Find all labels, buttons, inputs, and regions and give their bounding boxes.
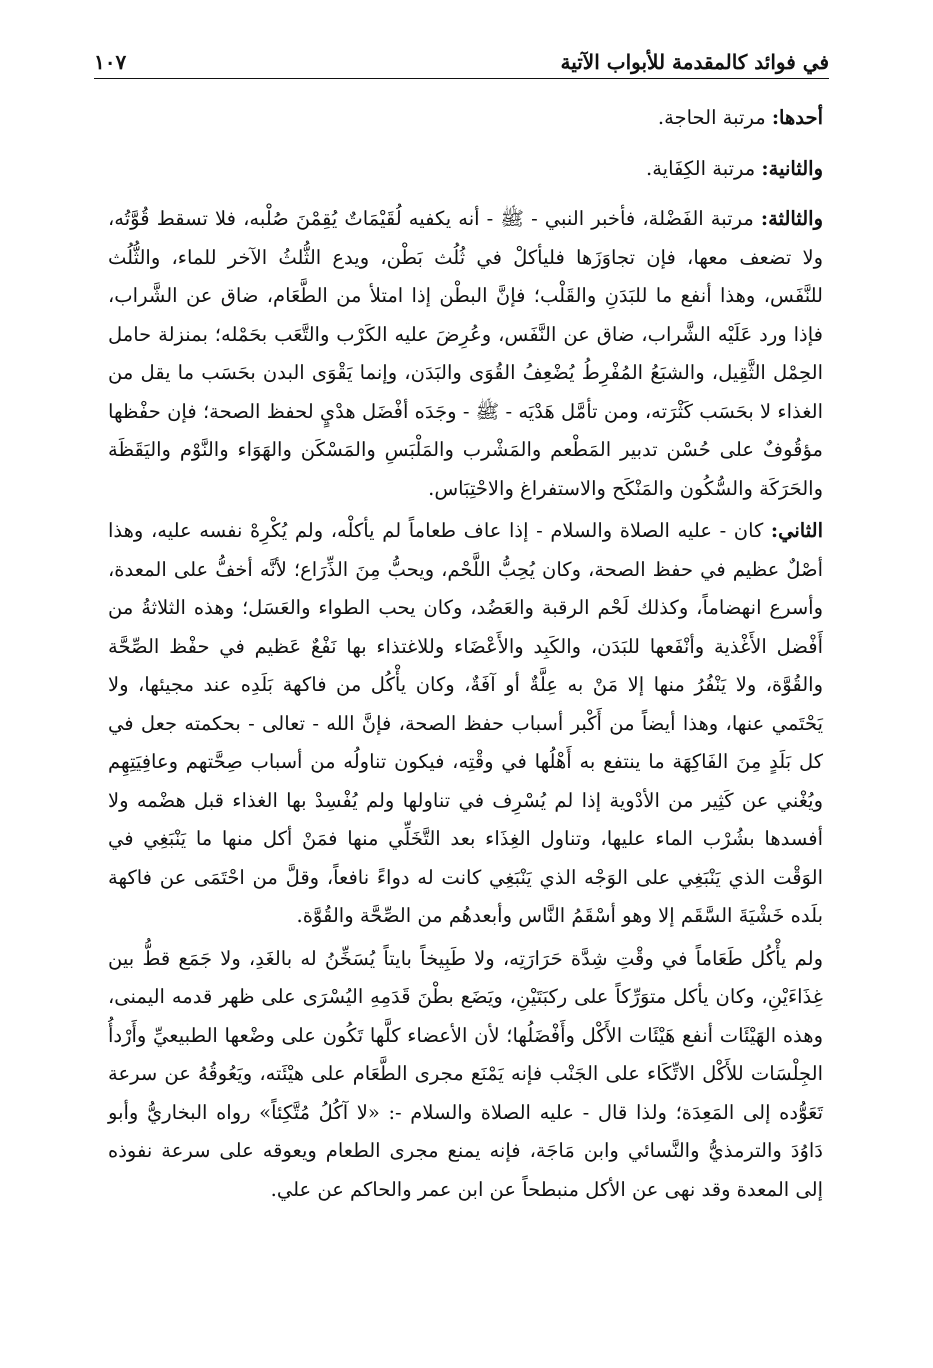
page-number: ١٠٧ (94, 50, 127, 74)
paragraph-3-lead: والثالثة: (760, 207, 823, 230)
paragraph-2-lead: والثانية: (761, 156, 823, 180)
paragraph-1 (108, 99, 823, 138)
paragraph-4 (108, 512, 823, 936)
chapter-title: في فوائد كالمقدمة للأبواب الآتية (560, 50, 829, 74)
paragraph-3 (108, 200, 823, 508)
paragraph-3-text: مرتبة الفَضْلة، فأخبر النبي - ﷺ - أنه يكفيه لُقَيْمَاتٌ يُقِمْنَ صُلْبه، فلا تسقط قُوَّتُه، ولا تضعف معها، فإن تجاوَزَها فليأكلْ في ثُلُث بَطْن، ويدع الثُّلثُ الآخر للماء، والثُّلُث للنَّفَس، وهذا أنفع ما للبَدَنِ والقَلْب؛ فإنَّ البطْن إذا امتلأ من الطَّعَام، ضاق عن الشَّراب، فإذا ورد عَلَيْه الشَّراب، ضاق عن النَّفَس، وعُرِضَ عليه الكَرْب والتَّعَب بحَمْله؛ بمنزلة حامل الحِمْل الثَّقِيل، والشبَعُ المُفْرِطُ يُضْعِفُ القُوَى والبَدَن، وإنما يَقْوَى البدن بحَسَب ما يقل من الغذاء لا بحَسَب كَثْرَته، ومن تأمَّل هَدْيَه - ﷺ - وجَدَه أفْضَل هدْيٍ لحفظ الصحة؛ فإن حفْظها مؤقُوفٌ على حُسْن تدبير المَطْعم والمَشْرب والمَلْبَسِ والمَسْكَن والهَوَاء والنَّوْم واليَقَظَة والحَرَكَة والسُّكُون والمَنْكَح والاستفراغ والاحْتِبَاس. (108, 207, 823, 500)
paragraph-1-lead: أحدها: (771, 106, 823, 129)
paragraph-2 (108, 150, 823, 189)
paragraph-5 (108, 940, 823, 1210)
paragraph-2-text: مرتبة الكِفَاية. (646, 156, 762, 180)
paragraph-1-text: مرتبة الحاجة. (657, 106, 772, 129)
running-header (94, 30, 829, 79)
paragraph-5-text: ولم يأْكُل طَعَاماً في وقْتِ شِدَّة حَرَارَتِه، ولا طَبِيخاً بايتاً يُسَخِّنُ له بالغَدِ، ولا جَمَع قطُّ بين غِذَاءَيْنِ، وكان يأكل متوَرِّكاً على ركبَتَيْنِ، ويَضَع بطْنَ قَدَمِهِ اليُسْرَى على ظهر قدمه اليمنى، وهذه الهَيْئَات أنفع هَيْئَات الأَكْل وأَفْضَلُها؛ لأن الأعضاء كلَّها تَكُون على وضْعها الطبيعيِّ وأَرْدأُ الجِلْسَات للأَكْل الاتِّكَاء على الجَنْب فإنه يَمْنَع مجرى الطَّعَام على هيْئَته، ويَعُوقُهُ عن سرعة تَعَوُّده إلى المَعِدَة؛ ولذا قال - عليه الصلاة والسلام -: «لا آكُلُ مُتَّكِئاً» رواه البخاريُّ وأبو دَاوُدَ والترمذيُّ والنَّسائي وابن مَاجَة، فإنه يمنع مجرى الطعام ويعوقه على سرعة نفوذه إلى المعدة وقد نهى عن الأكل منبطحاً عن ابن عمر والحاكم عن علي. (108, 946, 823, 1201)
body-text (108, 99, 823, 1209)
paragraph-4-text: كان - عليه الصلاة والسلام - إذا عاف طعاماً لم يأكلْه، ولم يُكْرِهْ نفسه عليه، وهذا أصْلٌ عظيم في حفظ الصحة، وكان يُحِبُّ اللَّحْم، ويحبُّ مِنَ الذِّرَاع؛ لأنَّه أخفُّ على المعدة، وأسرع انهضاماً، وكذلك لَحْم الرقبة والعَضُد، وكان يحب الطواء والعَسَل؛ وهذه الثلاثةُ من أَفْضل الأَغْذية وأنْفَعها للبَدَن، والكَبِد والأَعْضَاء وللاغتذاء بها نَفْعٌ عَظيم في حفْظ الصِّحَّة والقُوَّة، ولا يَنْفُرُ منها إلا مَنْ به عِلَّةٌ أو آفَةٌ، وكان يأْكُل من فاكهة بَلَدِه عند مجيئها، ولا يَحْتَمي عنها، وهذا أيضاً من أَكْبر أسباب حفظ الصحة، فإنَّ الله - تعالى - بحكمته جعل في كل بَلَدٍ مِنَ الفَاكِهَة ما ينتفع به أَهْلُها في وقْتِه، فيكون تناولُه من أسباب صِحَّتهم وعافِيَتِهِم ويُغْني عن كَثِير من الأدْوية إذا لم يُسْرِف في تناولها ولم يُفْسِدْ بها الغذاء قبل هضْمه ولا أفسدها بشُرْب الماء عليها، وتناول الغِذَاء بعد التَّخَلِّي منها فمَنْ أكل منها ما يَنْبَغِي في الوَقْت الذي يَنْبَغِي على الوَجْه الذي يَنْبَغِي كانت له دواءً نافعاً، وقلَّ من احْتَمَى عن فاكهة بلَده خَشْيَةَ السَّقَم إلا وهو أسْقَمُ النَّاس وأبعدهُم من الصِّحَّة والقُوَّة. (108, 519, 823, 927)
paragraph-4-lead: الثاني: (770, 519, 823, 542)
